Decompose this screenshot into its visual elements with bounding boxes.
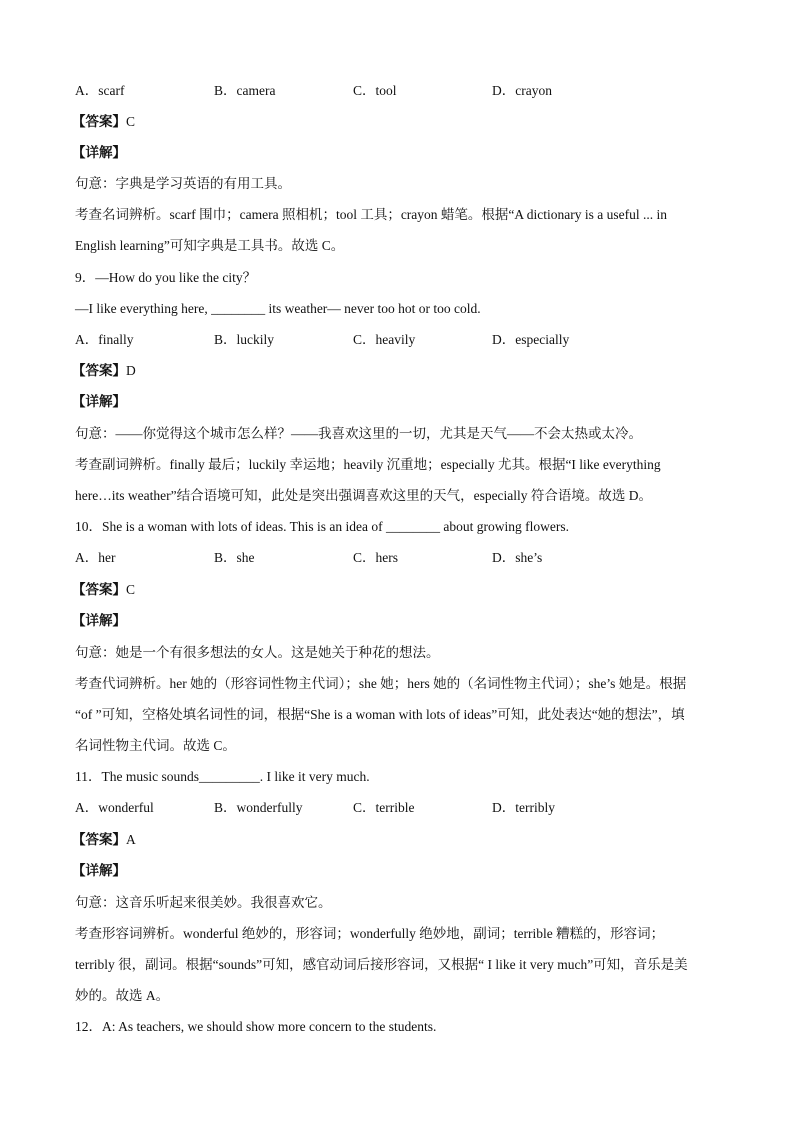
q11-analysis-3: 妙的。故选 A。 xyxy=(75,988,170,1003)
answer-value: C xyxy=(126,582,136,597)
q10-meaning: 句意：她是一个有很多想法的女人。这是她关于种花的想法。 xyxy=(75,645,440,660)
q11-answer xyxy=(72,830,719,850)
q10-answer xyxy=(72,580,719,600)
q11-option-d: D．terribly xyxy=(492,800,555,815)
q8-detail-label xyxy=(72,143,719,163)
q11-stem xyxy=(75,767,719,787)
q10-analysis-3: 名词性物主代词。故选 C。 xyxy=(75,738,236,753)
q11-options xyxy=(75,798,719,818)
q11-stem-a: 11．The music sounds xyxy=(75,769,199,784)
detail-label: 【详解】 xyxy=(72,145,126,160)
q11-blank: _________ xyxy=(199,769,260,784)
q11-option-a: A．wonderful xyxy=(75,800,154,815)
q10-stem-b: about growing flowers. xyxy=(439,519,569,534)
q11-analysis-1: 考查形容词辨析。wonderful 绝妙的，形容词；wonderfully 绝妙地，副词；terrible 糟糕的，形容词； xyxy=(75,926,665,941)
answer-value: D xyxy=(126,363,136,378)
q9-stem-2 xyxy=(75,299,719,319)
q8-meaning: 句意：字典是学习英语的有用工具。 xyxy=(75,176,291,191)
q11-detail-label xyxy=(72,861,719,881)
answer-label: 【答案】 xyxy=(72,114,126,129)
q10-analysis-2: “of ”可知，空格处填名词性的词，根据“She is a woman with lots of ideas”可知，此处表达“她的想法”，填 xyxy=(75,707,685,722)
answer-value: C xyxy=(126,114,136,129)
answer-label: 【答案】 xyxy=(72,582,126,597)
q10-blank: ________ xyxy=(385,519,440,534)
q11-meaning: 句意：这音乐听起来很美妙。我很喜欢它。 xyxy=(75,895,332,910)
q10-stem xyxy=(75,517,719,537)
answer-label: 【答案】 xyxy=(72,832,126,847)
detail-label: 【详解】 xyxy=(72,613,126,628)
q8-option-d: D．crayon xyxy=(492,83,552,98)
q8-analysis-1: 考查名词辨析。scarf 围巾；camera 照相机；tool 工具；crayon 蜡笔。根据“A dictionary is a useful ... in xyxy=(75,207,668,222)
q9-option-a: A．finally xyxy=(75,332,134,347)
q9-option-c: C．heavily xyxy=(353,332,416,347)
q11-analysis-2: terribly 很，副词。根据“sounds”可知，感官动词后接形容词，又根据“ I like it very much”可知，音乐是美 xyxy=(75,957,688,972)
q9-stem-1: 9．—How do you like the city？ xyxy=(75,270,257,285)
q11-option-c: C．terrible xyxy=(353,800,415,815)
q10-stem-a: 10．She is a woman with lots of ideas. This is an idea of xyxy=(75,519,386,534)
q8-answer xyxy=(72,112,719,132)
q9-meaning: 句意：——你觉得这个城市怎么样？——我喜欢这里的一切，尤其是天气——不会太热或太冷。 xyxy=(75,426,642,441)
q11-option-b: B．wonderfully xyxy=(214,800,303,815)
q9-blank: ________ xyxy=(211,301,266,316)
q8-analysis-2: English learning”可知字典是工具书。故选 C。 xyxy=(75,238,345,253)
q10-option-b: B．she xyxy=(214,550,255,565)
q9-option-d: D．especially xyxy=(492,332,570,347)
q8-option-b: B．camera xyxy=(214,83,276,98)
q8-option-c: C．tool xyxy=(353,83,397,98)
q9-stem-2a: —I like everything here, xyxy=(75,301,212,316)
q9-analysis-2: here…its weather”结合语境可知，此处是突出强调喜欢这里的天气，especially 符合语境。故选 D。 xyxy=(75,488,653,503)
q10-option-c: C．hers xyxy=(353,550,398,565)
q8-option-a: A．scarf xyxy=(75,83,125,98)
q9-option-b: B．luckily xyxy=(214,332,274,347)
q9-answer xyxy=(72,361,719,381)
detail-label: 【详解】 xyxy=(72,394,126,409)
detail-label: 【详解】 xyxy=(72,863,126,878)
q9-stem-2b: its weather— never too hot or too cold. xyxy=(265,301,481,316)
answer-value: A xyxy=(126,832,136,847)
q9-options xyxy=(75,330,719,350)
q12-stem: 12．A: As teachers, we should show more concern to the students. xyxy=(75,1019,437,1034)
q11-stem-b: . I like it very much. xyxy=(259,769,370,784)
answer-label: 【答案】 xyxy=(72,363,126,378)
q10-option-d: D．she’s xyxy=(492,550,543,565)
q10-option-a: A．her xyxy=(75,550,116,565)
q10-analysis-1: 考查代词辨析。her 她的（形容词性物主代词）；she 她；hers 她的（名词性物主代词）；she’s 她是。根据 xyxy=(75,676,687,691)
q10-options xyxy=(75,548,719,568)
q10-detail-label xyxy=(72,611,719,631)
q8-options xyxy=(75,81,719,101)
q9-detail-label xyxy=(72,392,719,412)
q9-analysis-1: 考查副词辨析。finally 最后；luckily 幸运地；heavily 沉重地；especially 尤其。根据“I like everything xyxy=(75,457,661,472)
